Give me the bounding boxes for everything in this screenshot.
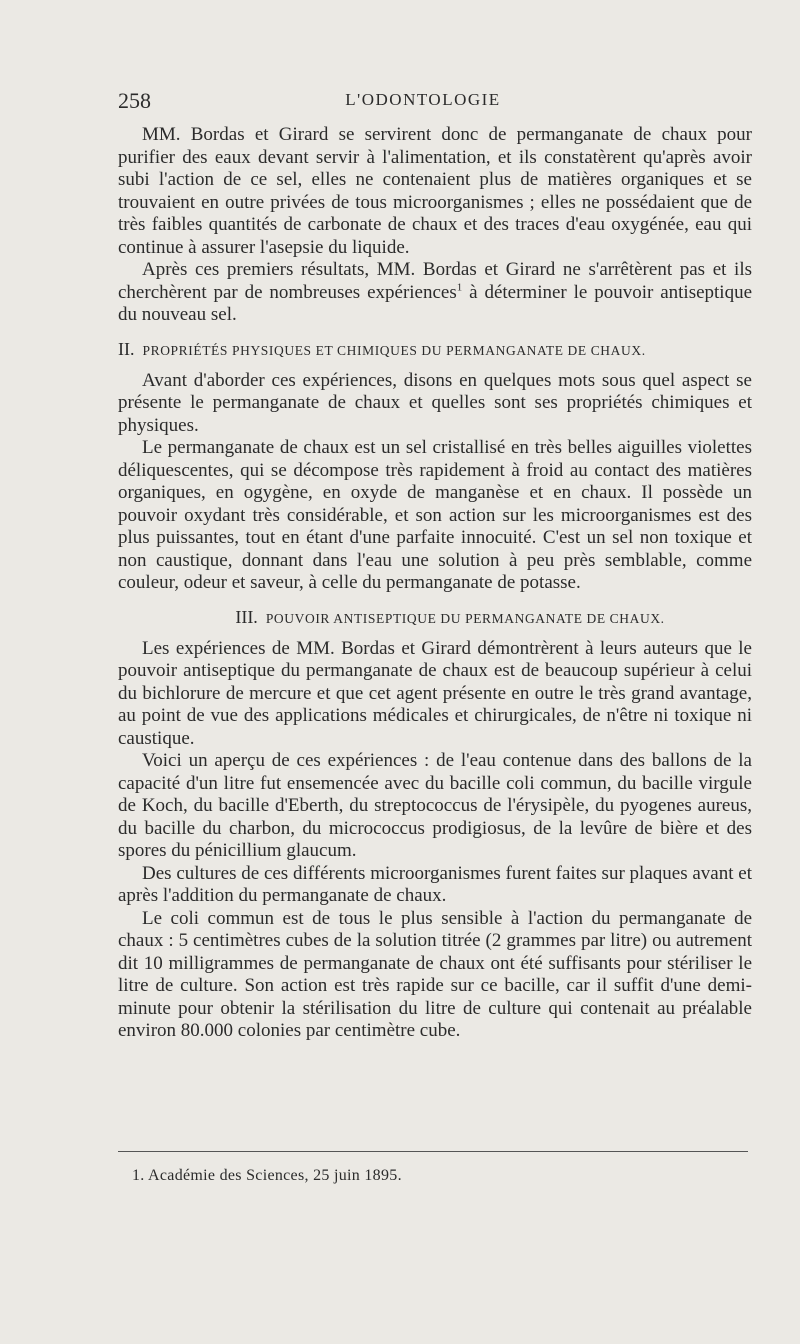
section-heading-3 (118, 607, 752, 629)
paragraph: Des cultures de ces différents microorganismes furent faites sur plaques avant et après l'addition du permanganate de chaux. (118, 862, 752, 906)
paragraph: Voici un aperçu de ces expériences : de l'eau contenue dans des ballons de la capacité d'un litre fut ensemencée avec du bacille coli commun, du bacille virgule de Koch, du bacille d'Eberth, du streptococcus de l'érysipèle, du pyogenes aureus, du bacille du charbon, du micrococcus prodigiosus, de la levûre de bière et des spores du pénicillium glaucum. (118, 750, 752, 861)
footnote-ref: 1 (456, 281, 463, 294)
paragraph: MM. Bordas et Girard se servirent donc de permanganate de chaux pour purifier des eaux devant servir à l'alimentation, et ils constatèrent qu'après avoir subi l'action de ce sel, elles ne contenaient plus de matières organiques et se trouvaient en outre privées de tous microorganismes ; elles ne possédaient que de très faibles quantités de carbonate de chaux et des traces d'eau oxygénée, eau qui continue à assurer l'asepsie du liquide. (118, 124, 752, 258)
footnote (132, 1167, 402, 1185)
section-number: II. (118, 338, 135, 359)
section-title: PROPRIÉTÉS PHYSIQUES ET CHIMIQUES DU PERMANGANATE DE CHAUX. (142, 342, 646, 358)
paragraph: Le coli commun est de tous le plus sensible à l'action du permanganate de chaux : 5 centimètres cubes de la solution titrée (2 grammes par litre) ou autrement dit 10 milligrammes de permanganate de chaux ont été suffisants pour stériliser le litre de culture. Son action est très rapide sur ce bacille, car il suffit d'une demi-minute pour obtenir la stérilisation du litre de culture qui contenait au préalable environ 80.000 colonies par centimètre cube. (118, 907, 752, 1041)
running-title: L'ODONTOLOGIE (345, 90, 501, 109)
section-title: POUVOIR ANTISEPTIQUE DU PERMANGANATE DE CHAUX. (265, 610, 665, 626)
paragraph-text: Après ces premiers résultats, MM. Bordas et Girard ne s'arrêtèrent pas et ils cherchèrent par de nombreuses expériences (118, 259, 752, 303)
paragraph: Avant d'aborder ces expériences, disons en quelques mots sous quel aspect se présente le permanganate de chaux et quelles sont ses propriétés chimiques et physiques. (118, 369, 752, 436)
section-heading-2 (118, 339, 752, 361)
footnote-divider (118, 1151, 748, 1152)
footnote-text: Académie des Sciences, 25 juin 1895. (148, 1167, 402, 1184)
paragraph: Les expériences de MM. Bordas et Girard démontrèrent à leurs auteurs que le pouvoir antiseptique du permanganate de chaux est de beaucoup supérieur à celui du bichlorure de mercure et que cet agent présente en outre le très grand avantage, au point de vue des applications médicales et chirurgicales, de n'être ni toxique ni caustique. (118, 637, 752, 749)
paragraph: Le permanganate de chaux est un sel cristallisé en très belles aiguilles violettes déliquescentes, qui se décompose très rapidement à froid au contact des matières organiques, en ogygène, en oxyde de manganèse et en chaux. Il possède un pouvoir oxydant très considérable, et son action sur les microorganismes est des plus puissantes, tout en étant d'une parfaite innocuité. C'est un sel non toxique et non caustique, donnant dans l'eau une solution à peu près semblable, comme couleur, odeur et saveur, à celle du permanganate de potasse. (118, 437, 752, 593)
body-text (118, 124, 752, 1043)
footnote-number: 1. (132, 1167, 145, 1184)
paragraph (118, 259, 752, 327)
page-number: 258 (118, 88, 151, 113)
section-number: III. (235, 606, 258, 627)
paragraph-text: à déterminer le pouvoir antiseptique du nouveau sel. (118, 281, 753, 325)
